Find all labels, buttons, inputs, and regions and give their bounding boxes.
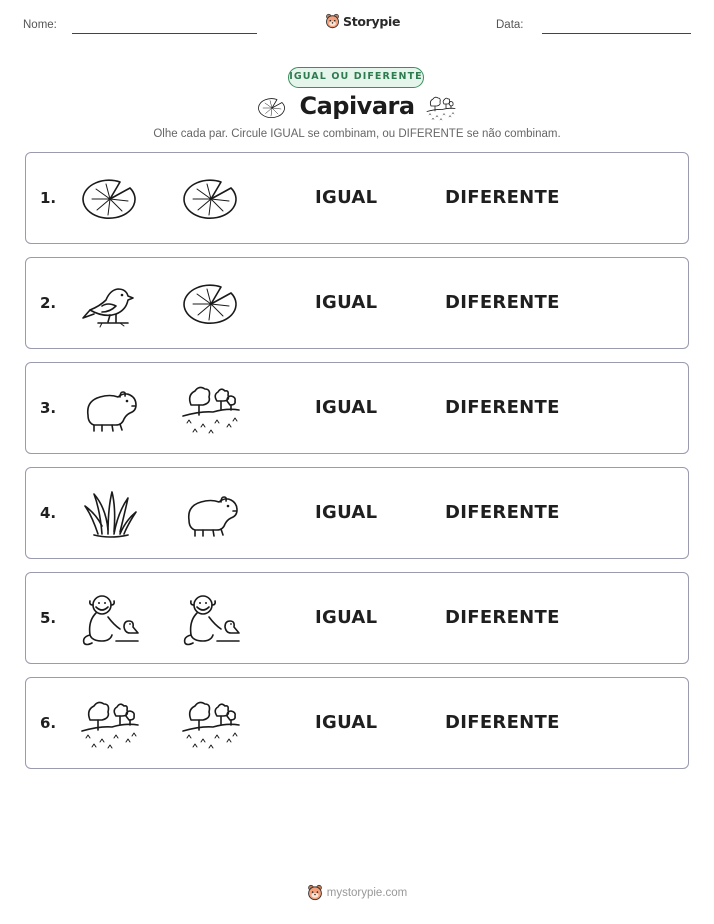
option-diferente[interactable]: DIFERENTE [445, 712, 560, 733]
question-number: 3. [40, 399, 57, 417]
lily-pad-icon [80, 171, 140, 227]
question-row [25, 257, 689, 349]
park-landscape-icon [80, 696, 140, 752]
lily-pad-icon [181, 171, 241, 227]
brand-logo [325, 13, 400, 29]
option-igual[interactable]: IGUAL [315, 607, 378, 628]
title-row [0, 92, 714, 124]
question-row [25, 152, 689, 244]
question-number: 5. [40, 609, 57, 627]
lily-pad-icon [181, 276, 241, 332]
question-row [25, 467, 689, 559]
option-diferente[interactable]: DIFERENTE [445, 502, 560, 523]
mascot-icon [307, 884, 323, 901]
mascot-icon [325, 13, 340, 29]
name-line[interactable] [72, 33, 257, 34]
question-number: 6. [40, 714, 57, 732]
option-igual[interactable]: IGUAL [315, 292, 378, 313]
park-landscape-icon [181, 381, 241, 437]
option-igual[interactable]: IGUAL [315, 712, 378, 733]
page-title: Capivara [299, 92, 415, 120]
option-diferente[interactable]: DIFERENTE [445, 292, 560, 313]
question-row [25, 677, 689, 769]
question-number: 2. [40, 294, 57, 312]
question-number: 1. [40, 189, 57, 207]
bird-icon [80, 276, 140, 332]
park-landscape-icon [181, 696, 241, 752]
brand-name: Storypie [343, 13, 401, 29]
park-landscape-icon [425, 94, 457, 122]
activity-badge: IGUAL OU DIFERENTE [288, 67, 424, 88]
footer-site: mystorypie.com [326, 886, 408, 899]
option-diferente[interactable]: DIFERENTE [445, 607, 560, 628]
option-igual[interactable]: IGUAL [315, 502, 378, 523]
date-label: Data: [496, 19, 524, 31]
grass-icon [80, 486, 140, 542]
question-row [25, 362, 689, 454]
option-igual[interactable]: IGUAL [315, 187, 378, 208]
instructions: Olhe cada par. Circule IGUAL se combinam, ou DIFERENTE se não combinam. [153, 128, 561, 140]
name-label: Nome: [23, 19, 57, 31]
capybara-icon [80, 381, 140, 437]
option-diferente[interactable]: DIFERENTE [445, 397, 560, 418]
option-igual[interactable]: IGUAL [315, 397, 378, 418]
question-row [25, 572, 689, 664]
date-line[interactable] [542, 33, 691, 34]
monkey-with-bird-icon [181, 591, 241, 647]
option-diferente[interactable]: DIFERENTE [445, 187, 560, 208]
capybara-icon [181, 486, 241, 542]
monkey-with-bird-icon [80, 591, 140, 647]
question-number: 4. [40, 504, 57, 522]
footer [0, 884, 714, 901]
